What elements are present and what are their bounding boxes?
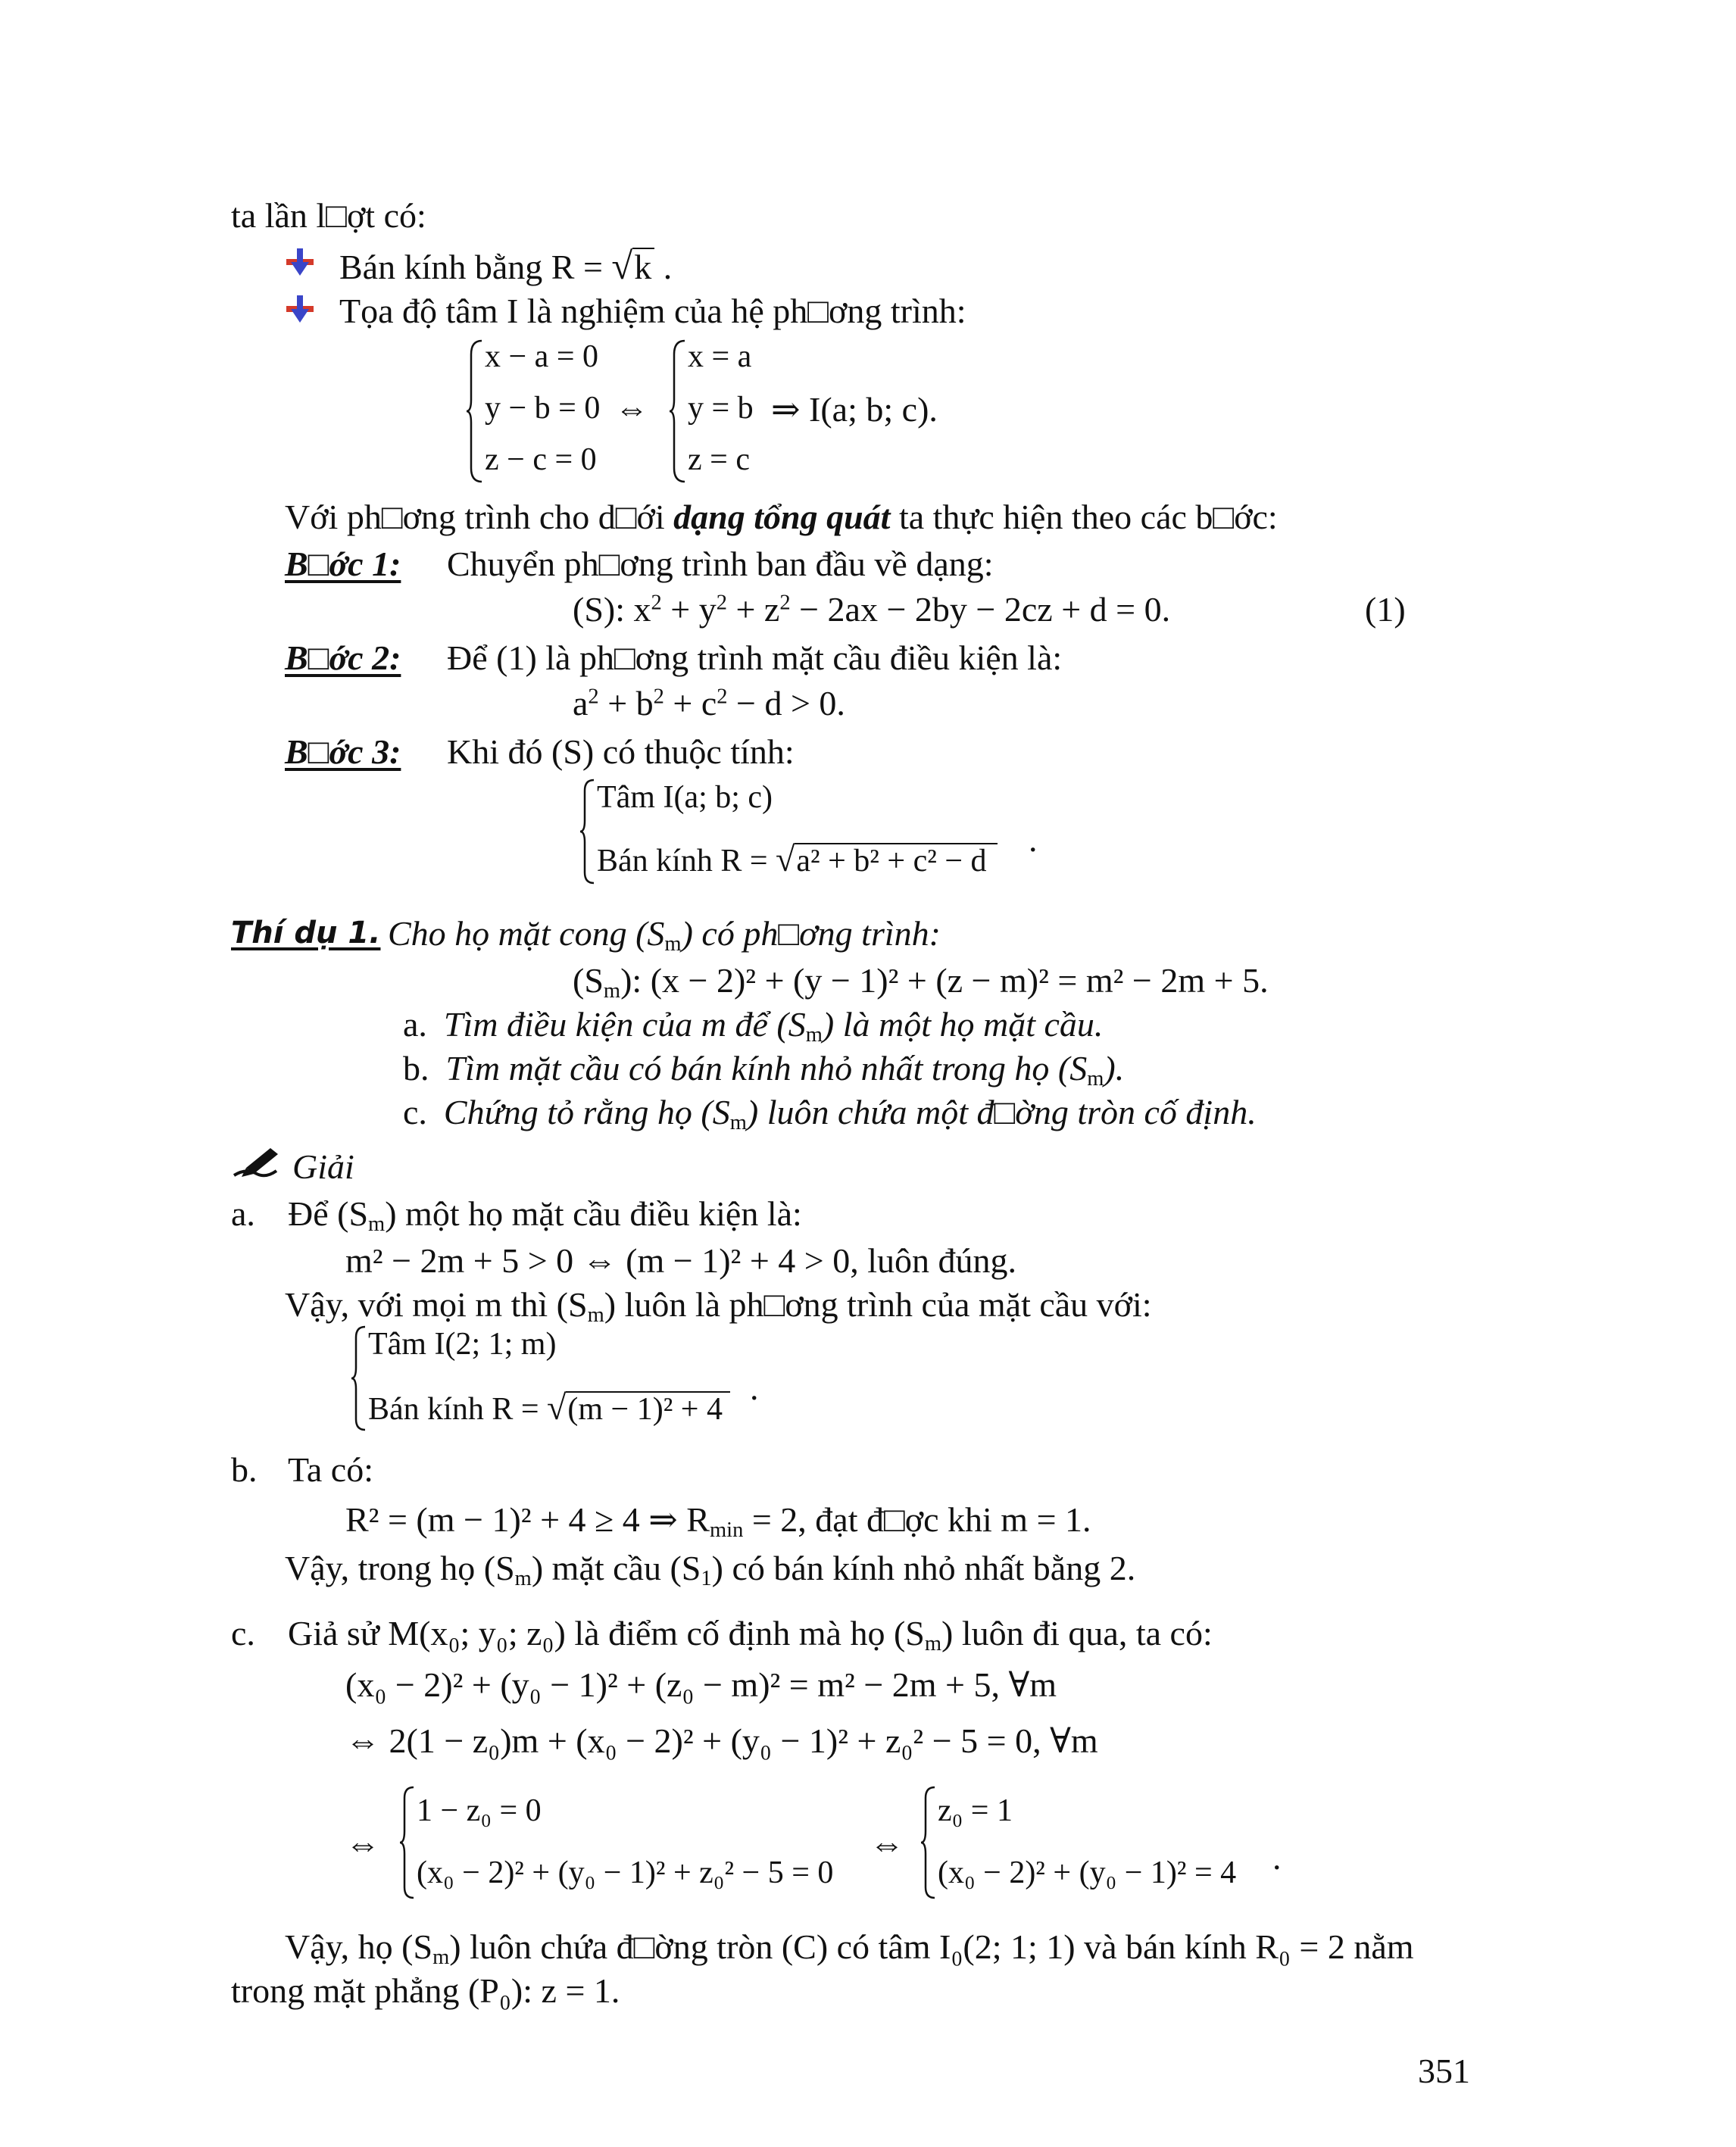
system-c-dot: .	[1272, 1838, 1282, 1877]
bullet-center-text: Tọa độ tâm I là nghiệm của hệ ph□ơng trình:	[339, 292, 966, 330]
step2-label: B□ớc 2:	[285, 638, 401, 677]
brace-left	[465, 339, 483, 483]
solution-c-mark: c.	[231, 1614, 255, 1652]
general-emphasis: dạng tổng quát	[673, 498, 891, 536]
iff-symbol: ⇔	[615, 390, 648, 427]
solution-c-equation2: ⇔ 2(1 − z₀)m + (x₀ − 2)² + (y₀ − 1)² + z₀² − 5 = 0, ∀m	[345, 1721, 1098, 1760]
system-c1-row: (x₀ − 2)² + (y₀ − 1)² + z₀² − 5 = 0	[417, 1855, 834, 1890]
sphere-equation: (S): $x^2 + y^2 + z^2 - 2ax - 2by - 2cz + d = 0$.	[573, 590, 1171, 629]
system2-row: x = a	[688, 339, 752, 374]
system1-row: z − c = 0	[485, 442, 597, 477]
system1-row: y − b = 0	[485, 391, 601, 426]
solution-b-text: Ta có:	[288, 1450, 374, 1489]
example-equation: $(S_m)$: (x − 2)² + (y − 1)² + (z − m)² = m² − 2m + 5.	[573, 961, 1269, 1003]
bullet-arrow-icon	[285, 294, 315, 324]
solution-a-conclusion: Vậy, với mọi m thì $(S_m)$ luôn là ph□ơng trình của mặt cầu với:	[285, 1285, 1152, 1328]
bullet-arrow-icon	[285, 247, 315, 277]
radius-radicand: k	[632, 248, 654, 286]
example-item-c: c. Chứng tỏ rằng họ $(S_m)$ luôn chứa một đ□ờng tròn cố định.	[403, 1093, 1257, 1135]
brace-left	[920, 1786, 936, 1899]
step3-text: Khi đó (S) có thuộc tính:	[447, 732, 795, 771]
system1-row: x − a = 0	[485, 339, 599, 374]
step1-text: Chuyển ph□ơng trình ban đầu về dạng:	[447, 545, 994, 583]
example-item-a: a. Tìm điều kiện của m để $(S_m)$ là một họ mặt cầu.	[403, 1005, 1104, 1047]
sphere-condition: $a^2 + b^2 + c^2 - d > 0$.	[573, 684, 845, 722]
solution-b-equation: R² = (m − 1)² + 4 ≥ 4 ⇒ $R_{min} = 2$, đạt đ□ợc khi m = 1.	[345, 1500, 1091, 1543]
property-dot: .	[1029, 820, 1038, 859]
equation-number: (1)	[1365, 590, 1406, 629]
solution-c-conclusion: Vậy, họ $(S_m)$ luôn chứa đ□ờng tròn (C) có tâm I₀(2; 1; 1) và bán kính R₀ = 2 nằm	[285, 1927, 1414, 1970]
solution-a-dot: .	[750, 1368, 759, 1407]
general-intro	[285, 500, 1278, 535]
general-lead: Với ph□ơng trình cho d□ới	[285, 498, 674, 536]
step2-text: Để (1) là ph□ơng trình mặt cầu điều kiện là:	[447, 638, 1063, 677]
example-label: Thí dụ 1.	[231, 916, 381, 950]
brace-left	[350, 1325, 367, 1431]
page-number: 351	[1418, 2052, 1470, 2090]
system-c2-row: (x₀ − 2)² + (y₀ − 1)² = 4	[938, 1855, 1237, 1890]
solution-b-mark: b.	[231, 1450, 258, 1489]
solution-a-mark: a.	[231, 1194, 255, 1233]
general-tail: ta thực hiện theo các b□ớc:	[890, 498, 1278, 536]
property-radius: Bán kính R = √a² + b² + c² − d	[597, 842, 998, 878]
solution-b-conclusion: Vậy, trong họ $(S_m)$ mặt cầu $(S_1)$ có bán kính nhỏ nhất bằng 2.	[285, 1549, 1136, 1591]
iff-symbol: ⇔	[870, 1824, 904, 1863]
solution-a-text: Để $(S_m)$ một họ mặt cầu điều kiện là:	[288, 1194, 802, 1237]
solution-c-conclusion-line2: trong mặt phẳng (P₀): z = 1.	[231, 1971, 620, 2010]
step3-label: B□ớc 3:	[285, 732, 401, 771]
brace-left	[579, 779, 595, 885]
property-center: Tâm I(a; b; c)	[597, 780, 773, 815]
solution-a-center: Tâm I(2; 1; m)	[368, 1327, 557, 1362]
solution-title: Giải	[292, 1147, 354, 1186]
center-result: ⇒ I(a; b; c).	[771, 390, 938, 429]
system-c2-row: z₀ = 1	[938, 1793, 1013, 1828]
step1-label: B□ớc 1:	[285, 545, 401, 583]
example-item-b: b. Tìm mặt cầu có bán kính nhỏ nhất trong họ $(S_m)$.	[403, 1049, 1125, 1091]
intro-line: ta lần l□ợt có:	[231, 196, 426, 235]
pencil-writing-icon	[231, 1145, 281, 1181]
system2-row: y = b	[688, 391, 754, 426]
brace-left	[668, 339, 686, 483]
solution-a-radius: Bán kính R = √(m − 1)² + 4	[368, 1390, 730, 1426]
system2-row: z = c	[688, 442, 750, 477]
bullet-radius-text: Bán kính bằng R =	[339, 248, 612, 286]
brace-left	[398, 1786, 415, 1899]
iff-symbol: ⇔	[345, 1824, 380, 1863]
solution-c-equation1: (x₀ − 2)² + (y₀ − 1)² + (z₀ − m)² = m² − 2m + 5, ∀m	[345, 1665, 1057, 1704]
bullet-radius-end: .	[654, 248, 673, 286]
solution-c-text: Giả sử M(x₀; y₀; z₀) là điểm cố định mà họ $(S_m)$ luôn đi qua, ta có:	[288, 1614, 1213, 1656]
system-c1-row: 1 − z₀ = 0	[417, 1793, 542, 1828]
example-intro: Cho họ mặt cong $(S_m)$ có ph□ơng trình:	[388, 914, 941, 956]
solution-a-equation: m² − 2m + 5 > 0 ⇔ (m − 1)² + 4 > 0, luôn đúng.	[345, 1241, 1016, 1280]
